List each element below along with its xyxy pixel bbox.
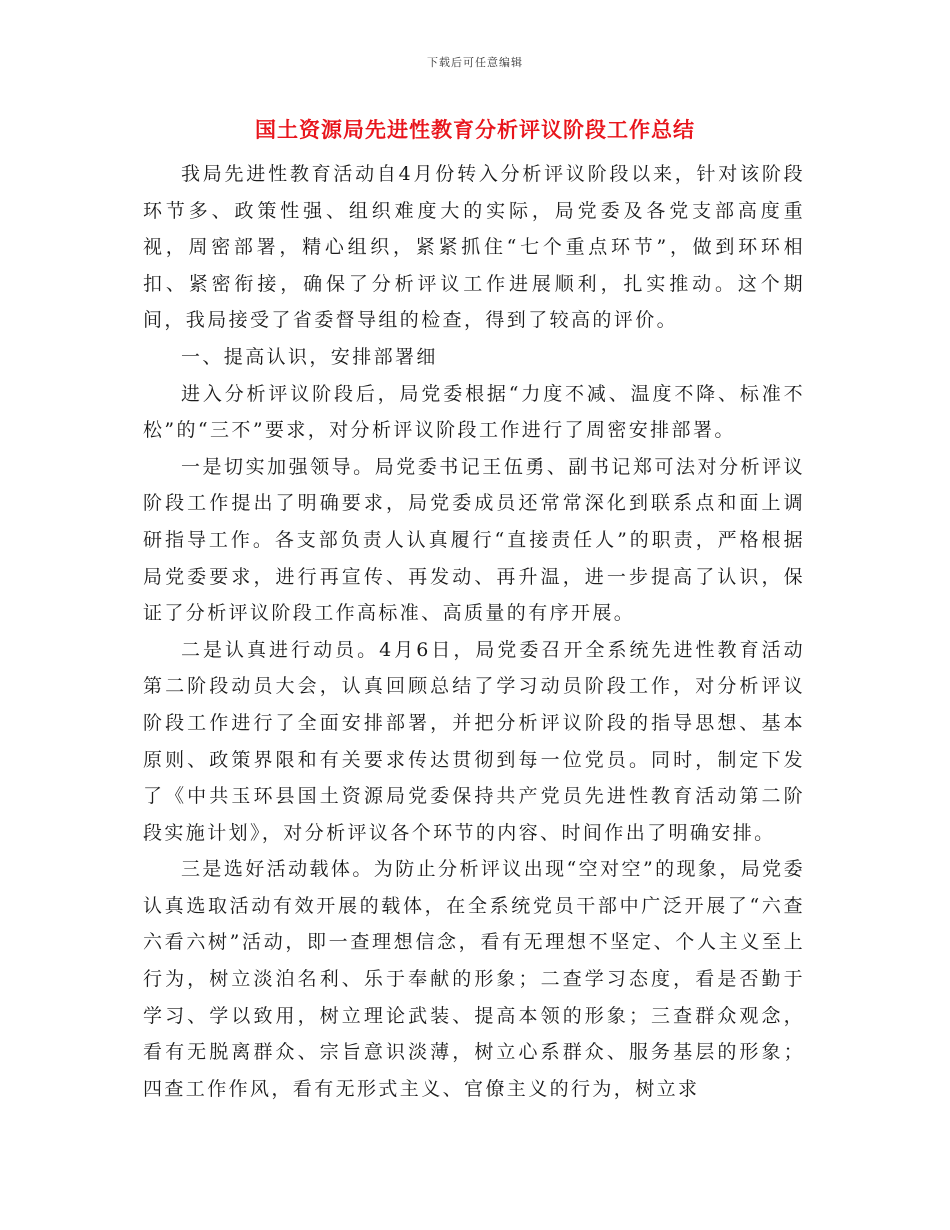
document-body xyxy=(143,156,805,1107)
document-title: 国土资源局先进性教育分析评议阶段工作总结 xyxy=(255,117,695,142)
section-heading-1: 一、提高认识，安排部署细 xyxy=(181,345,438,368)
paragraph-intro: 我局先进性教育活动自4月份转入分析评议阶段以来，针对该阶段环节多、政策性强、组织难度大的实际，局党委及各党支部高度重视，周密部署，精心组织，紧紧抓住“七个重点环节”，做到环环相扣、紧密衔接，确保了分析评议工作进展顺利，扎实推动。这个期间，我局接受了省委督导组的检查，得到了较高的评价。 xyxy=(143,163,805,332)
paragraph-leadership: 一是切实加强领导。局党委书记王伍勇、副书记郑可法对分析评议阶段工作提出了明确要求，局党委成员还常常深化到联系点和面上调研指导工作。各支部负责人认真履行“直接责任人”的职责，严格根据局党委要求，进行再宣传、再发动、再升温，进一步提高了认识，保证了分析评议阶段工作高标准、高质量的有序开展。 xyxy=(143,455,805,625)
paragraph-section-intro: 进入分析评议阶段后，局党委根据“力度不减、温度不降、标准不松”的“三不”要求，对分析评议阶段工作进行了周密安排部署。 xyxy=(143,382,805,442)
paragraph-mobilization: 二是认真进行动员。4月6日，局党委召开全系统先进性教育活动第二阶段动员大会，认真回顾总结了学习动员阶段工作，对分析评议阶段工作进行了全面安排部署，并把分析评议阶段的指导思想、基本原则、政策界限和有关要求传达贯彻到每一位党员。同时，制定下发了《中共玉环县国土资源局党委保持共产党员先进性教育活动第二阶段实施计划》，对分析评议各个环节的内容、时间作出了明确安排。 xyxy=(143,638,805,844)
paragraph-activity-carrier: 三是选好活动载体。为防止分析评议出现“空对空”的现象，局党委认真选取活动有效开展的载体，在全系统党员干部中广泛开展了“六查六看六树”活动，即一查理想信念，看有无理想不坚定、个人主义至上行为，树立淡泊名利、乐于奉献的形象；二查学习态度，看是否勤于学习、学以致用，树立理论武装、提高本领的形象；三查群众观念，看有无脱离群众、宗旨意识淡薄，树立心系群众、服务基层的形象；四查工作作风，看有无形式主义、官僚主义的行为，树立求 xyxy=(143,858,805,1100)
header-note: 下载后可任意编辑 xyxy=(427,56,523,69)
